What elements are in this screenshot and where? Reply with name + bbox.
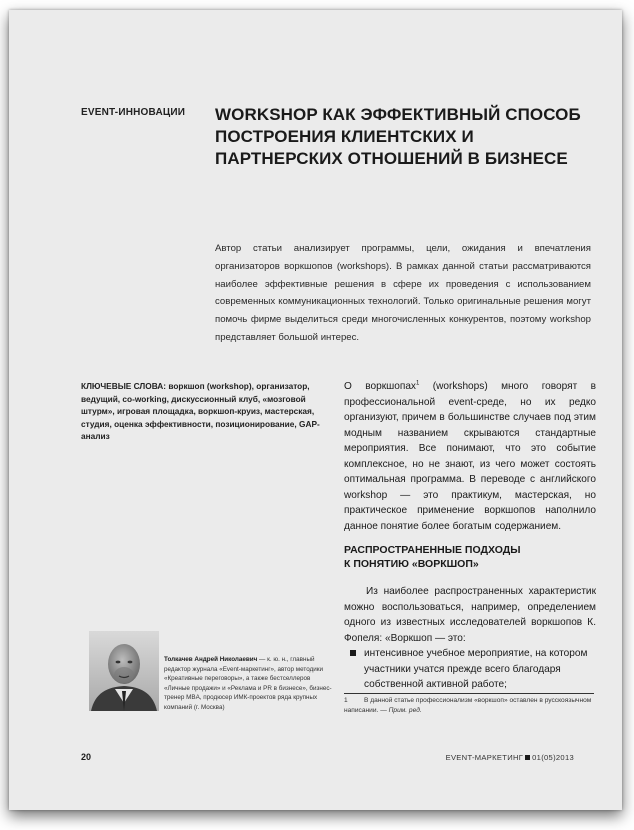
issue-number: 01(05)2013 xyxy=(532,753,574,762)
section-body xyxy=(344,584,596,693)
intro-text-start: О воркшопах xyxy=(344,381,416,392)
footnote-number: 1 xyxy=(344,697,348,704)
intro-paragraph xyxy=(344,379,596,534)
footnote-editor-note: Прим. ред. xyxy=(388,707,422,714)
intro-text-rest: (workshops) много говорят в профессиональной event-среде, но их редко организуют, причем в большинстве случаев под этим модным названием скрываются стандартные мероприятия. Все понимают, что это событие комплексное, но не знают, из чего может состоять оптимальная программа. В переводе с английского workshop — это практикум, мастерская, но практическое применение воркшопов наполнило данное понятие более богатым содержанием. xyxy=(344,381,596,532)
section-heading-line1: РАСПРОСТРАНЕННЫЕ ПОДХОДЫ xyxy=(344,544,521,556)
page-number: 20 xyxy=(81,752,92,762)
article-title: WORKSHOP КАК ЭФФЕКТИВНЫЙ СПОСОБ ПОСТРОЕНИЯ КЛИЕНТСКИХ И ПАРТНЕРСКИХ ОТНОШЕНИЙ В БИЗНЕСЕ xyxy=(215,105,581,168)
bullet-item xyxy=(344,646,596,693)
author-name: Толкачев Андрей Николаевич xyxy=(164,656,258,663)
article-lead: Автор статьи анализирует программы, цели, ожидания и впечатления организаторов воркшопов (workshops). В рамках данной статьи рассматриваются наиболее эффективные решения в сфере их проведения с использованием современных коммуникационных технологий. Только оригинальные решения могут помочь фирме выделиться среди многочисленных конкурентов, поэтому workshop представляет большой интерес. xyxy=(215,243,591,343)
footnote-ref[interactable]: 1 xyxy=(415,380,420,387)
author-bio xyxy=(164,655,334,713)
magazine-page xyxy=(9,10,622,810)
section-heading-line2: К ПОНЯТИЮ «ВОРКШОП» xyxy=(344,558,479,570)
footnote-text: В данной статье профессионализм «воркшоп» оставлен в русскоязычном написании. — xyxy=(344,697,592,714)
author-photo xyxy=(89,631,159,711)
author-portrait-icon xyxy=(89,631,159,711)
bullet-text: интенсивное учебное мероприятие, на котором участники учатся прежде всего благодаря собственной активной работе; xyxy=(364,648,588,690)
section-rubric: EVENT-ИННОВАЦИИ xyxy=(81,107,186,118)
author-description: — к. ю. н., главный редактор журнала «Event-маркетинг», автор методики «Креативные переговоры», а также бестселлеров «Личные продажи» и «Реклама и PR в бизнесе», бизнес-тренер MBA, продюсер ИМК-проектов ряда крупных компаний (г. Москва) xyxy=(164,656,332,711)
footnote xyxy=(344,696,596,716)
section-heading xyxy=(344,543,596,571)
section-paragraph: Из наиболее распространенных характеристик можно воспользоваться, например, определением одного из известных исследователей воркшопов К. Фопеля: «Воркшоп — это: xyxy=(344,586,596,644)
running-footer xyxy=(446,753,574,762)
square-bullet-icon xyxy=(350,650,356,656)
keywords-block: КЛЮЧЕВЫЕ СЛОВА: воркшоп (workshop), организатор, ведущий, co-working, дискуссионный клуб, «мозговой штурм», игровая площадка, воркшоп-круиз, мастерская, студия, оценка эффективности, позиционирование, GAP-анализ xyxy=(81,381,320,441)
square-separator-icon xyxy=(525,755,530,760)
footnote-divider xyxy=(344,693,594,694)
magazine-name: EVENT-МАРКЕТИНГ xyxy=(445,753,524,762)
